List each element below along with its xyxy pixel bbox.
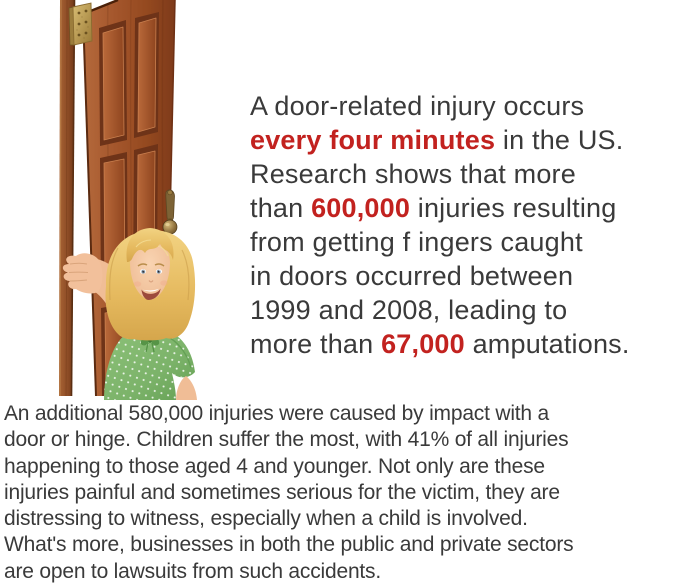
body-line: happening to those aged 4 and younger. Not only are these <box>4 454 545 478</box>
headline-line <box>250 259 679 293</box>
headline-text: from getting f ingers caught <box>250 227 583 257</box>
headline-line <box>250 123 679 157</box>
headline-text: than <box>250 193 312 223</box>
body-line: are open to lawsuits from such accidents. <box>4 559 381 583</box>
door-child-photo <box>0 0 240 400</box>
headline-text: more than <box>250 329 382 359</box>
headline-line <box>250 191 679 225</box>
headline-text: A door-related injury occurs <box>250 91 585 121</box>
door-hinge-icon <box>69 3 92 45</box>
headline-text: in the US. <box>495 125 624 155</box>
headline-line <box>250 293 679 327</box>
headline-stat-emphasis: every four minutes <box>250 125 496 155</box>
headline-stat-emphasis: 67,000 <box>381 329 465 359</box>
body-line: What's more, businesses in both the public and private sectors <box>4 533 574 557</box>
body-line: distressing to witness, especially when a child is involved. <box>4 507 528 531</box>
body-line: door or hinge. Children suffer the most, with 41% of all injuries <box>4 428 569 452</box>
body-line: injuries painful and sometimes serious for the victim, they are <box>4 480 560 504</box>
child <box>63 228 197 400</box>
body-line: An additional 580,000 injuries were caused by impact with a <box>4 402 550 425</box>
body-paragraph <box>4 401 679 585</box>
headline-text: injuries resulting <box>410 193 617 223</box>
headline-line <box>250 157 679 191</box>
headline-text: 1999 and 2008, leading to <box>250 295 568 325</box>
headline-text: in doors occurred between <box>250 261 574 291</box>
headline-text: Research shows that more <box>250 159 576 189</box>
headline-line <box>250 89 679 123</box>
headline-text: amputations. <box>464 329 630 359</box>
headline-line <box>250 327 679 361</box>
headline-stat-emphasis: 600,000 <box>311 193 411 223</box>
headline-line <box>250 225 679 259</box>
headline <box>250 89 679 361</box>
door-frame <box>59 0 75 396</box>
